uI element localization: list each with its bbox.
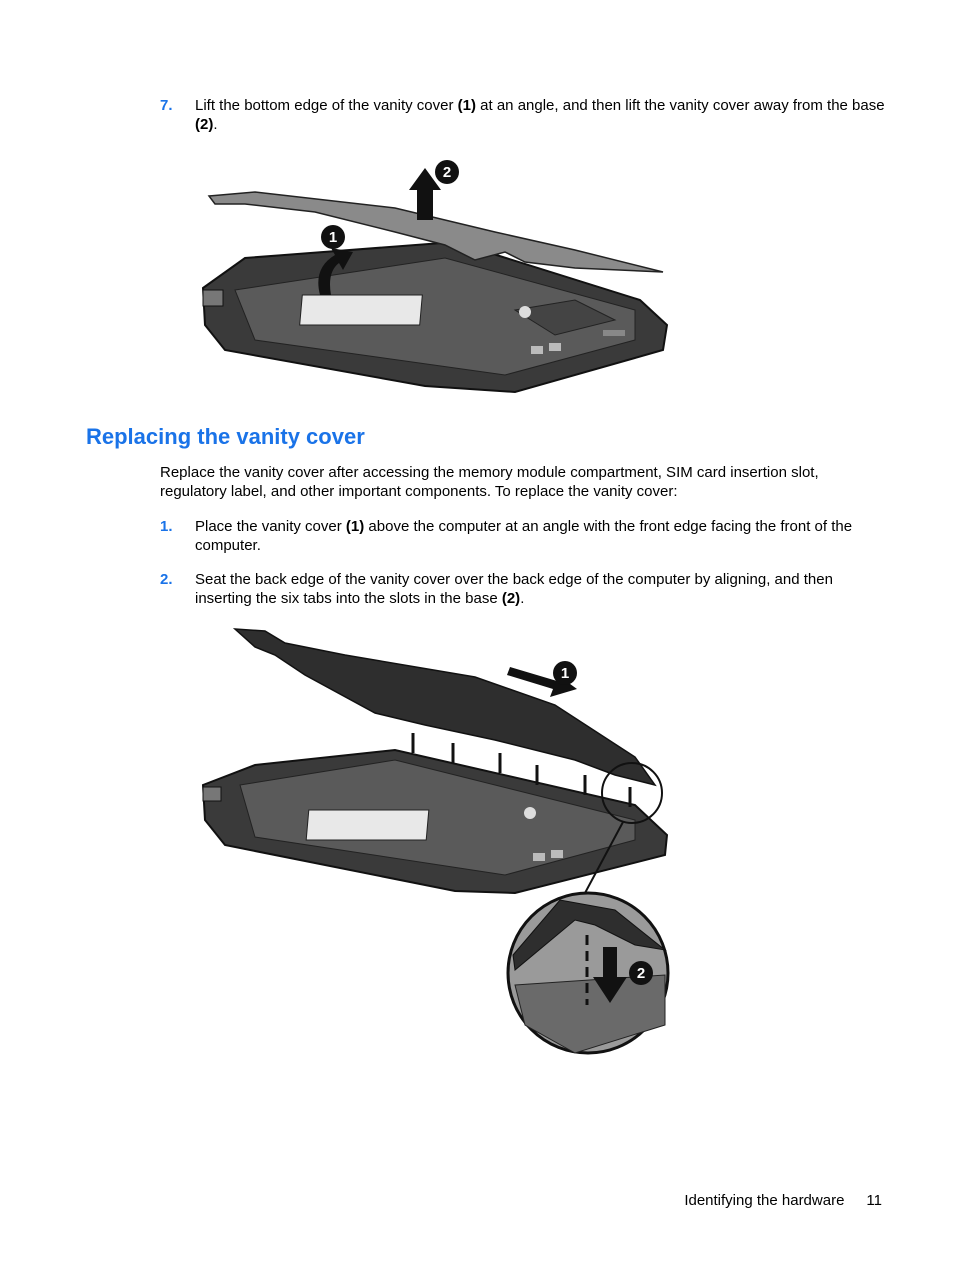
step-number: 2. — [160, 571, 173, 588]
page-footer — [684, 1192, 882, 1209]
page-number: 11 — [866, 1192, 882, 1209]
svg-text:2: 2 — [442, 164, 452, 181]
section-heading: Replacing the vanity cover — [86, 424, 365, 449]
figure-replace-vanity-cover — [195, 625, 675, 1060]
svg-text:1: 1 — [560, 665, 570, 682]
step-number: 7. — [160, 97, 173, 114]
step-7 — [160, 96, 890, 134]
svg-text:2: 2 — [636, 965, 646, 982]
step-1 — [160, 517, 890, 555]
footer-section: Identifying the hardware — [684, 1192, 845, 1209]
svg-text:1: 1 — [328, 229, 338, 246]
figure-lift-vanity-cover — [195, 150, 675, 400]
step-number: 1. — [160, 518, 173, 535]
intro-paragraph: Replace the vanity cover after accessing the memory module compartment, SIM card insertion slot, regulatory label, and other important components. To replace the vanity cover: — [160, 464, 819, 500]
step-text: Lift the bottom edge of the vanity cover (1) at an angle, and then lift the vanity cover away from the base (2). — [195, 97, 885, 133]
detail-inset — [508, 893, 668, 1053]
step-2 — [160, 570, 890, 608]
step-text: Place the vanity cover (1) above the computer at an angle with the front edge facing the front of the computer. — [195, 518, 853, 554]
step-text: Seat the back edge of the vanity cover over the back edge of the computer by aligning, and then inserting the six tabs into the slots in the base (2). — [195, 571, 833, 607]
